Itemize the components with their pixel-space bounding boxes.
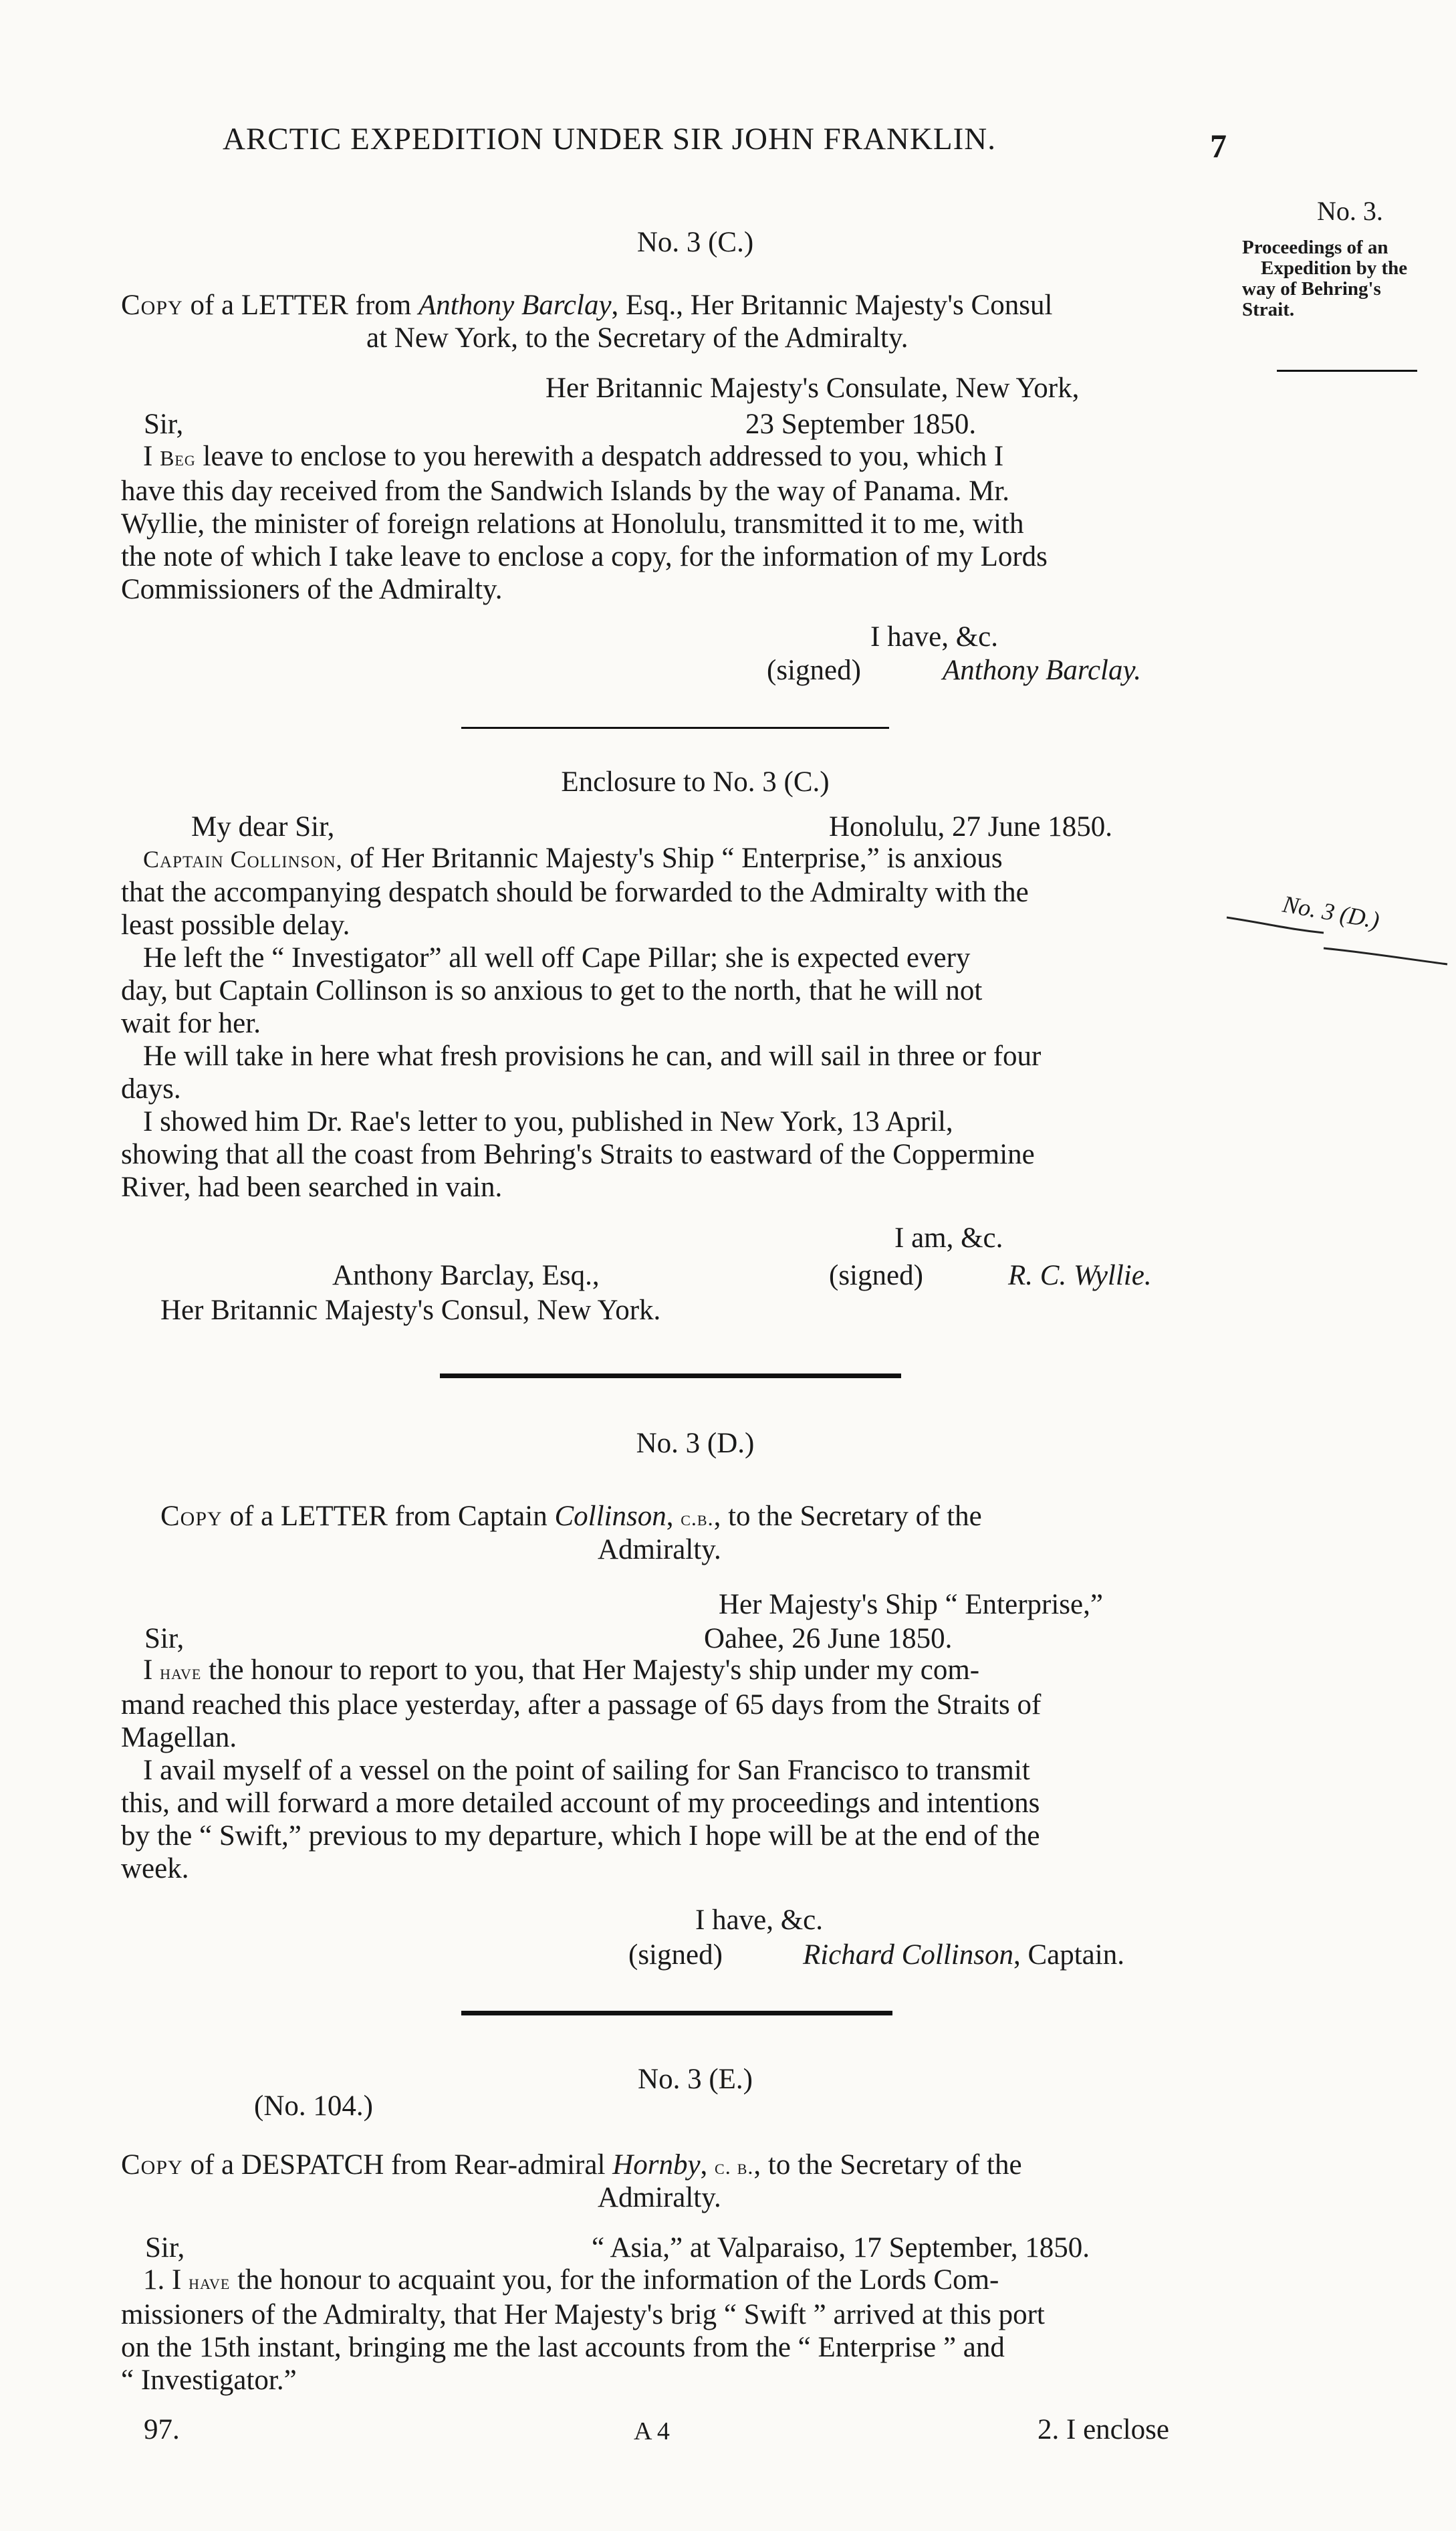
section-d-salutation: Sir,	[144, 1623, 185, 1654]
title-text: , to the Secretary of the	[753, 2149, 1022, 2181]
divider	[461, 727, 889, 729]
margin-note	[1242, 237, 1456, 320]
section-c-heading: No. 3 (C.)	[636, 227, 754, 258]
body-text: the honour to report to you, that Her Majesty's ship under my com-	[209, 1654, 980, 1686]
section-e-subnumber: (No. 104.)	[254, 2090, 373, 2122]
body-line: showing that all the coast from Behring's Straits to eastward of the Coppermine	[121, 1139, 1035, 1170]
body-line	[121, 440, 1224, 475]
body-line: that the accompanying despatch should be forwarded to the Admiralty with the	[121, 877, 1029, 908]
body-line: by the “ Swift,” previous to my departure, which I hope will be at the end of the	[121, 1820, 1040, 1852]
page-number: 7	[1210, 127, 1227, 164]
body-line: have this day received from the Sandwich Islands by the way of Panama. Mr.	[121, 475, 1010, 507]
handwritten-label: No. 3 (D.)	[1280, 890, 1382, 934]
body-line: I avail myself of a vessel on the point of sailing for San Francisco to transmit	[143, 1755, 1030, 1786]
title-name: Collinson	[554, 1501, 666, 1532]
copy-word: Copy	[121, 290, 183, 321]
section-e-heading: No. 3 (E.)	[638, 2064, 753, 2095]
body-smallcaps: have	[189, 2270, 231, 2294]
body-lead: I	[143, 441, 153, 472]
signature-mark: A 4	[634, 2417, 670, 2445]
body-line: week.	[121, 1853, 189, 1884]
body-line	[121, 1654, 1224, 1688]
section-c-signature: Anthony Barclay.	[943, 655, 1141, 686]
running-head: ARCTIC EXPEDITION UNDER SIR JOHN FRANKLIN.	[223, 122, 996, 156]
title-text: ,	[700, 2149, 715, 2181]
title-text: , to the Secretary of the	[713, 1501, 982, 1532]
section-c-signed: (signed)	[767, 655, 861, 686]
title-honour: c.b.	[681, 1506, 714, 1530]
section-c-date: 23 September 1850.	[745, 409, 977, 440]
title-text: ,	[666, 1501, 681, 1532]
body-text: leave to enclose to you herewith a despatch addressed to you, which I	[203, 441, 1004, 472]
body-smallcaps: Beg	[160, 446, 196, 470]
body-line: I showed him Dr. Rae's letter to you, published in New York, 13 April,	[143, 1106, 953, 1137]
copy-word: Copy	[121, 2149, 183, 2181]
section-d-date: Oahee, 26 June 1850.	[704, 1623, 953, 1654]
body-line: River, had been searched in vain.	[121, 1172, 503, 1203]
title-text: of a DESPATCH from Rear-admiral	[183, 2149, 613, 2181]
body-line	[121, 842, 1224, 876]
title-name: Anthony Barclay	[418, 290, 612, 321]
divider	[440, 1373, 901, 1378]
enclosure-signature: R. C. Wyllie.	[1008, 1260, 1152, 1291]
enclosure-closing: I am, &c.	[894, 1222, 1003, 1254]
body-line: the note of which I take leave to enclose a copy, for the information of my Lords	[121, 541, 1048, 572]
margin-note-line: Strait.	[1242, 299, 1295, 320]
margin-number: No. 3.	[1317, 196, 1383, 226]
margin-note-line: Expedition by the	[1261, 257, 1408, 279]
body-line: missioners of the Admiralty, that Her Majesty's brig “ Swift ” arrived at this port	[121, 2299, 1045, 2330]
title-name: Hornby	[612, 2149, 701, 2181]
margin-note-line: way of Behring's	[1242, 278, 1381, 300]
margin-note-line: Proceedings of an	[1242, 237, 1388, 258]
section-d-body	[121, 1654, 1224, 1885]
body-line: He will take in here what fresh provisions he can, and will sail in three or four	[143, 1040, 1042, 1072]
body-line	[121, 2264, 1224, 2298]
enclosure-addressee: Anthony Barclay, Esq.,	[332, 1260, 600, 1291]
margin-rule	[1277, 370, 1417, 372]
section-d-title	[160, 1500, 1230, 1535]
title-honour: c. b.	[715, 2155, 754, 2179]
body-lead: I	[143, 1654, 153, 1686]
section-d-ship: Her Majesty's Ship “ Enterprise,”	[719, 1589, 1103, 1620]
footer-number: 97.	[144, 2414, 180, 2445]
section-c-title-line2: at New York, to the Secretary of the Admiralty.	[366, 322, 908, 354]
enclosure-signed: (signed)	[829, 1260, 923, 1291]
section-c-salutation: Sir,	[144, 409, 184, 440]
section-c-body	[121, 440, 1224, 606]
body-line: least possible delay.	[121, 909, 350, 941]
body-line: Wyllie, the minister of foreign relations at Honolulu, transmitted it to me, with	[121, 508, 1024, 540]
signature-name: Richard Collinson	[803, 1939, 1013, 1971]
copy-word: Copy	[160, 1501, 223, 1532]
section-d-title-line2: Admiralty.	[598, 1534, 721, 1565]
enclosure-heading: Enclosure to No. 3 (C.)	[561, 766, 830, 798]
body-line: Commissioners of the Admiralty.	[121, 574, 503, 605]
body-line: on the 15th instant, bringing me the last accounts from the “ Enterprise ” and	[121, 2332, 1005, 2363]
enclosure-body	[121, 842, 1224, 1204]
section-d-closing: I have, &c.	[695, 1904, 824, 1936]
enclosure-addressee-line2: Her Britannic Majesty's Consul, New York.	[160, 1295, 661, 1326]
section-d-heading: No. 3 (D.)	[636, 1428, 755, 1459]
body-line: Magellan.	[121, 1722, 237, 1753]
section-c-title	[121, 289, 1231, 322]
body-line: days.	[121, 1073, 181, 1105]
section-d-signed: (signed)	[628, 1939, 723, 1971]
divider	[461, 2011, 892, 2015]
body-line: wait for her.	[121, 1008, 261, 1039]
body-text: of Her Britannic Majesty's Ship “ Enterprise,” is anxious	[350, 843, 1003, 874]
section-e-body	[121, 2264, 1224, 2397]
title-text: of a LETTER from Captain	[222, 1501, 555, 1532]
catchword: 2. I enclose	[1038, 2414, 1170, 2445]
body-line: “ Investigator.”	[121, 2364, 297, 2396]
body-line: day, but Captain Collinson is so anxious to get to the north, that he will not	[121, 975, 983, 1006]
body-text: the honour to acquaint you, for the information of the Lords Com-	[237, 2264, 999, 2296]
title-text: , Esq., Her Britannic Majesty's Consul	[611, 290, 1053, 321]
section-e-salutation: Sir,	[145, 2232, 185, 2264]
body-line: He left the “ Investigator” all well off Cape Pillar; she is expected every	[143, 942, 971, 974]
body-smallcaps: have	[160, 1660, 202, 1684]
section-e-title	[121, 2149, 1231, 2183]
body-smallcaps: Captain Collinson,	[143, 846, 343, 873]
section-c-address: Her Britannic Majesty's Consulate, New York,	[545, 372, 1080, 404]
enclosure-salutation: My dear Sir,	[191, 811, 335, 843]
section-c-closing: I have, &c.	[870, 621, 999, 653]
section-d-signature	[803, 1939, 1124, 1971]
body-line: mand reached this place yesterday, after a passage of 65 days from the Straits of	[121, 1689, 1042, 1721]
section-e-title-line2: Admiralty.	[598, 2182, 721, 2213]
signature-rank: , Captain.	[1013, 1939, 1124, 1971]
body-line: this, and will forward a more detailed account of my proceedings and intentions	[121, 1787, 1040, 1819]
body-lead: 1. I	[143, 2264, 182, 2296]
title-text: of a LETTER from	[183, 290, 418, 321]
enclosure-date: Honolulu, 27 June 1850.	[829, 811, 1113, 843]
section-e-date: “ Asia,” at Valparaiso, 17 September, 1850.	[592, 2232, 1090, 2264]
